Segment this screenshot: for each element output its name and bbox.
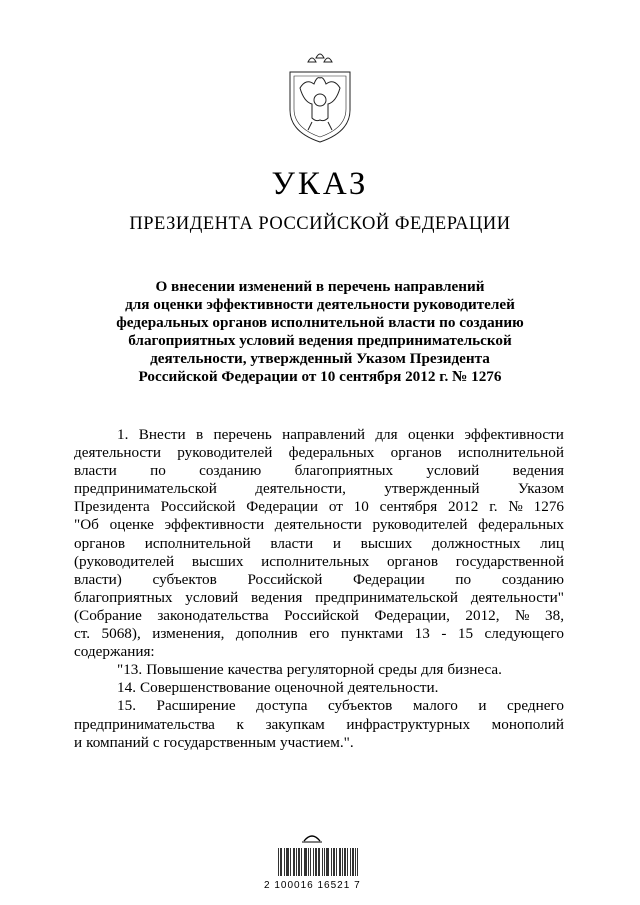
body-line: и компаний с государственным участием.".	[74, 733, 354, 751]
body-line: 1. Внести в перечень направлений для оценки эффективности	[117, 426, 564, 443]
heading-line: благоприятных условий ведения предпринимательской	[128, 332, 512, 349]
decree-heading	[90, 278, 550, 386]
body-line: Президента Российской Федерации от 10 сентября 2012 г. № 1276	[74, 498, 564, 516]
body-line: благоприятных условий ведения предпринимательской деятельности"	[74, 588, 564, 606]
body-line: "13. Повышение качества регуляторной среды для бизнеса.	[117, 661, 502, 679]
body-line: (руководителей высших исполнительных органов государственной	[74, 552, 564, 570]
heading-line: для оценки эффективности деятельности руководителей	[125, 296, 515, 313]
body-line: предпринимательской деятельности, утвержденный Указом	[74, 480, 564, 498]
heading-line: федеральных органов исполнительной власти по созданию	[116, 314, 524, 331]
issuer-subtitle: ПРЕЗИДЕНТА РОССИЙСКОЙ ФЕДЕРАЦИИ	[129, 214, 511, 234]
body-line: предпринимательства к закупкам инфраструктурных монополий	[74, 715, 564, 733]
body-line: ст. 5068), изменения, дополнив его пунктами 13 - 15 следующего	[74, 625, 564, 643]
body-line: "Об оценке эффективности деятельности руководителей федеральных	[74, 516, 564, 534]
body-line: деятельности руководителей федеральных органов исполнительной	[74, 444, 564, 462]
body-line: содержания:	[74, 643, 155, 661]
decree-body	[74, 426, 564, 752]
body-line: органов исполнительной власти и высших должностных лиц	[74, 534, 564, 552]
heading-line: деятельности, утвержденный Указом Президента	[150, 350, 490, 367]
heading-line: О внесении изменений в перечень направлений	[155, 278, 485, 295]
small-emblem-mark-icon	[300, 833, 324, 843]
body-line: власти по созданию благоприятных условий ведения	[74, 462, 564, 480]
body-line: 15. Расширение доступа субъектов малого и среднего	[117, 697, 564, 715]
body-line: (Собрание законодательства Российской Федерации, 2012, № 38,	[74, 606, 564, 624]
body-line: власти) субъектов Российской Федерации по созданию	[74, 570, 564, 588]
barcode	[278, 848, 358, 876]
heading-line: Российской Федерации от 10 сентября 2012 г. № 1276	[138, 368, 502, 385]
document-title: УКАЗ	[271, 166, 369, 202]
barcode-number: 2 100016 16521 7	[264, 880, 361, 891]
body-line: 14. Совершенствование оценочной деятельности.	[117, 679, 439, 697]
russian-coat-of-arms-emblem	[278, 48, 362, 144]
